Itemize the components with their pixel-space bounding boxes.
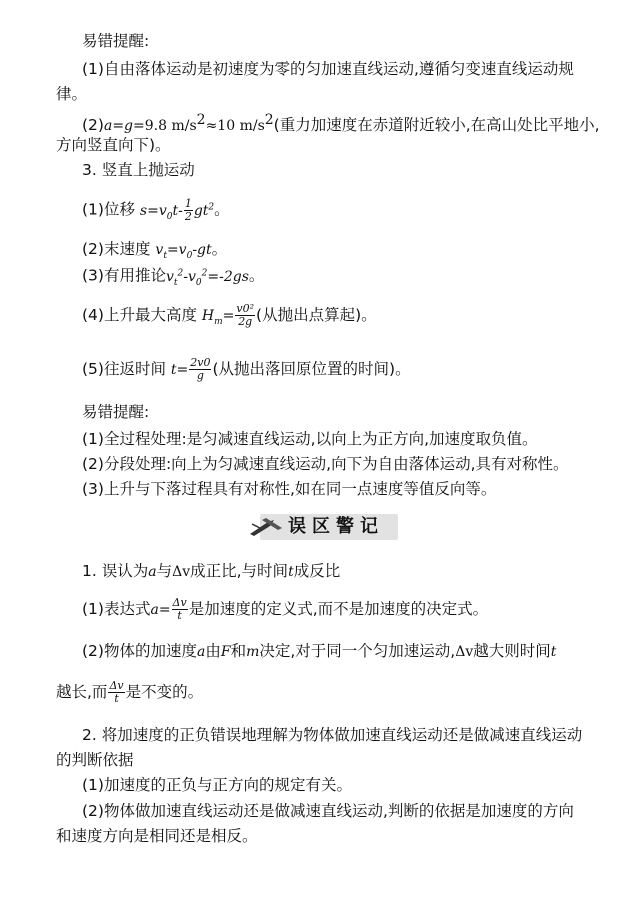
paragraph-line: (1)位移 $s=v_0t-$ $\frac{1}{2}$ $gt^2$。 bbox=[82, 196, 230, 223]
paragraph-line: (1)自由落体运动是初速度为零的匀加速直线运动,遵循匀变速直线运动规 bbox=[82, 60, 574, 78]
paragraph-line: (1)加速度的正负与正方向的规定有关。 bbox=[82, 776, 352, 794]
fraction: $\frac{2v0}{g}$ bbox=[190, 356, 211, 382]
paragraph-line: (3)上升与下落过程具有对称性,如在同一点速度等值反向等。 bbox=[82, 480, 497, 498]
paragraph-line: (3)有用推论$v_t^2-v_0^2=-2gs$。 bbox=[82, 266, 265, 288]
paragraph-text: (重力加速度在赤道附近较小,在高山处比平地小, bbox=[273, 116, 600, 135]
formula: $H_m=$ bbox=[201, 308, 235, 327]
formula: $v_t=v_0-gt$ bbox=[155, 242, 212, 261]
paragraph-line: (2)a=g=9.8 $m/s^2\approx 10$ $m/s^2$(重力加速度在赤道附近较小,在高山处比平地小, bbox=[82, 112, 600, 135]
paragraph-line: (1)全过程处理:是匀减速直线运动,以向上为正方向,加速度取负值。 bbox=[82, 430, 538, 448]
paragraph-line: (2)物体的加速度a由F和m决定,对于同一个匀加速运动,Δv越大则时间t bbox=[82, 642, 557, 660]
paragraph-line: 和速度方向是相同还是相反。 bbox=[56, 827, 258, 845]
fraction: $\frac{\Delta v}{t}$ bbox=[172, 596, 187, 622]
paragraph-line: (2)物体做加速直线运动还是做减速直线运动,判断的依据是加速度的方向 bbox=[82, 802, 574, 820]
section-heading: 1. 误认为a与Δv成正比,与时间t成反比 bbox=[82, 562, 341, 580]
formula: t= bbox=[170, 362, 189, 378]
paragraph-line: (4)上升最大高度 $H_m=$ $\frac{\text{v0²}}{2g}$ (从抛出点算起)。 bbox=[82, 302, 377, 328]
section-heading: 的判断依据 bbox=[56, 751, 134, 769]
formula: 9.8 m/s bbox=[144, 118, 197, 135]
section-heading: 3. 竖直上抛运动 bbox=[82, 161, 195, 179]
formula: a=g= bbox=[103, 118, 145, 135]
formula: $v_t^2-v_0^2=-2gs$ bbox=[165, 268, 249, 288]
paragraph-line: 越长,而 $\frac{\Delta v}{t}$ 是不变的。 bbox=[56, 679, 204, 705]
formula: $s=v_0t-$ bbox=[139, 202, 183, 222]
paragraph-line: (5)往返时间 t= $\frac{2v0}{g}$ (从抛出落回原位置的时间)。 bbox=[82, 356, 411, 382]
pen-nib-icon bbox=[248, 516, 284, 538]
section-heading: 易错提醒: bbox=[82, 403, 150, 421]
formula: ≈10 m/s bbox=[205, 118, 265, 135]
item-number: (2) bbox=[82, 116, 104, 135]
paragraph-line: (1)表达式a= $\frac{\Delta v}{t}$ 是加速度的定义式,而不是加速度的决定式。 bbox=[82, 596, 489, 622]
fraction: $\frac{1}{2}$ bbox=[184, 196, 192, 223]
paragraph-line: 方向竖直向下)。 bbox=[56, 136, 171, 154]
fraction: $\frac{\Delta v}{t}$ bbox=[109, 679, 124, 705]
paragraph-line: 律。 bbox=[56, 85, 88, 103]
banner-title: 误区警记 bbox=[288, 516, 384, 537]
section-banner bbox=[248, 512, 398, 542]
fraction: $\frac{\text{v0²}}{2g}$ bbox=[236, 302, 255, 328]
section-heading: 2. 将加速度的正负错误地理解为物体做加速直线运动还是做减速直线运动 bbox=[82, 726, 583, 744]
paragraph-line: (2)分段处理:向上为匀减速直线运动,向下为自由落体运动,具有对称性。 bbox=[82, 455, 569, 473]
section-heading: 易错提醒: bbox=[82, 32, 150, 50]
paragraph-line: (2)末速度 $v_t=v_0-gt$。 bbox=[82, 240, 228, 261]
